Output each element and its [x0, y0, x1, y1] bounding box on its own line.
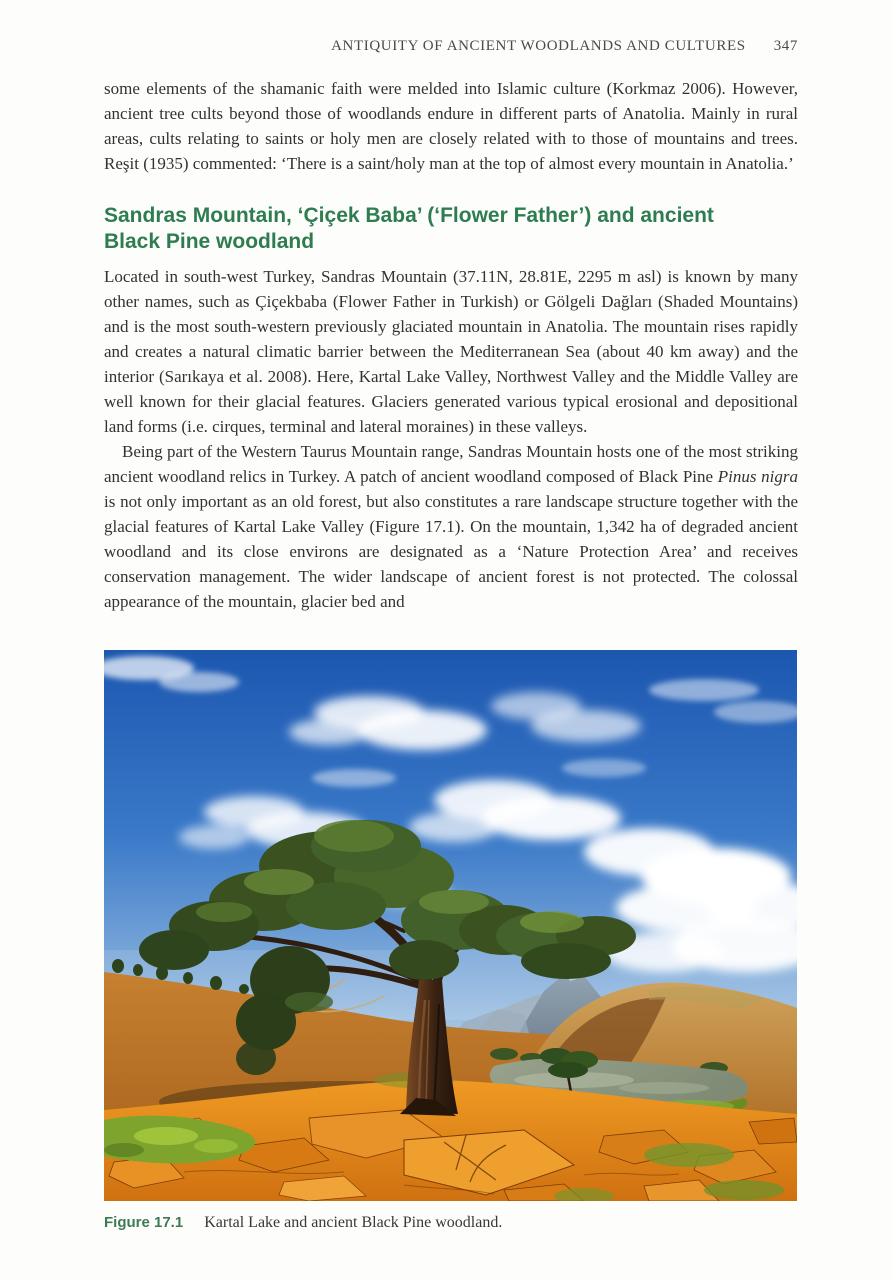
figure-caption	[104, 1214, 798, 1232]
figure-caption-text: Kartal Lake and ancient Black Pine woodland.	[204, 1214, 503, 1231]
paragraph-shamanic-faith: some elements of the shamanic faith were melded into Islamic culture (Korkmaz 2006). However, ancient tree cults beyond those of woodlands endure in different parts of Anatolia. Mainly in rural areas, cults relating to saints or holy men are closely related with to those of mountains and trees. Reşit (1935) commented: ‘There is a saint/holy man at the top of almost every mountain in Anatolia.’	[104, 79, 798, 173]
paragraph-3-text-end: is not only important as an old forest, but also constitutes a rare landscape structure together with the glacial features of Kartal Lake Valley (Figure 17.1). On the mountain, 1,342 ha of degraded ancient woodland and its close environs are designated as a ‘Nature Protection Area’ and receives conservation management. The wider landscape of ancient forest is not protected. The colossal appearance of the mountain, glacier bed and	[104, 492, 798, 611]
page-content	[104, 0, 798, 1232]
paragraph-3-text-start: Being part of the Western Taurus Mountain range, Sandras Mountain hosts one of the most striking ancient woodland relics in Turkey. A patch of ancient woodland composed of Black Pine	[104, 442, 798, 486]
running-head	[104, 38, 798, 55]
section-heading: Sandras Mountain, ‘Çiçek Baba’ (‘Flower Father’) and ancient Black Pine woodland	[104, 204, 714, 253]
figure-17-1	[104, 650, 798, 1232]
paragraph-western-taurus	[104, 439, 798, 614]
page-number: 347	[773, 38, 798, 54]
species-name-italic: Pinus nigra	[717, 467, 799, 486]
figure-photo	[104, 650, 797, 1201]
page-body	[104, 76, 798, 1232]
figure-label: Figure 17.1	[104, 1214, 184, 1231]
kartal-lake-photo	[104, 650, 797, 1201]
running-head-title: ANTIQUITY OF ANCIENT WOODLANDS AND CULTURES	[331, 38, 746, 54]
paragraph-located-southwest: Located in south-west Turkey, Sandras Mountain (37.11N, 28.81E, 2295 m asl) is known by many other names, such as Çiçekbaba (Flower Father in Turkish) or Gölgeli Dağları (Shaded Mountains) and is the most south-western previously glaciated mountain in Anatolia. The mountain rises rapidly and creates a natural climatic barrier between the Mediterranean Sea (about 40 km away) and the interior (Sarıkaya et al. 2008). Here, Kartal Lake Valley, Northwest Valley and the Middle Valley are well known for their glacial features. Glaciers generated various typical erosional and depositional land forms (i.e. cirques, terminal and lateral moraines) in these valleys.	[104, 267, 798, 436]
